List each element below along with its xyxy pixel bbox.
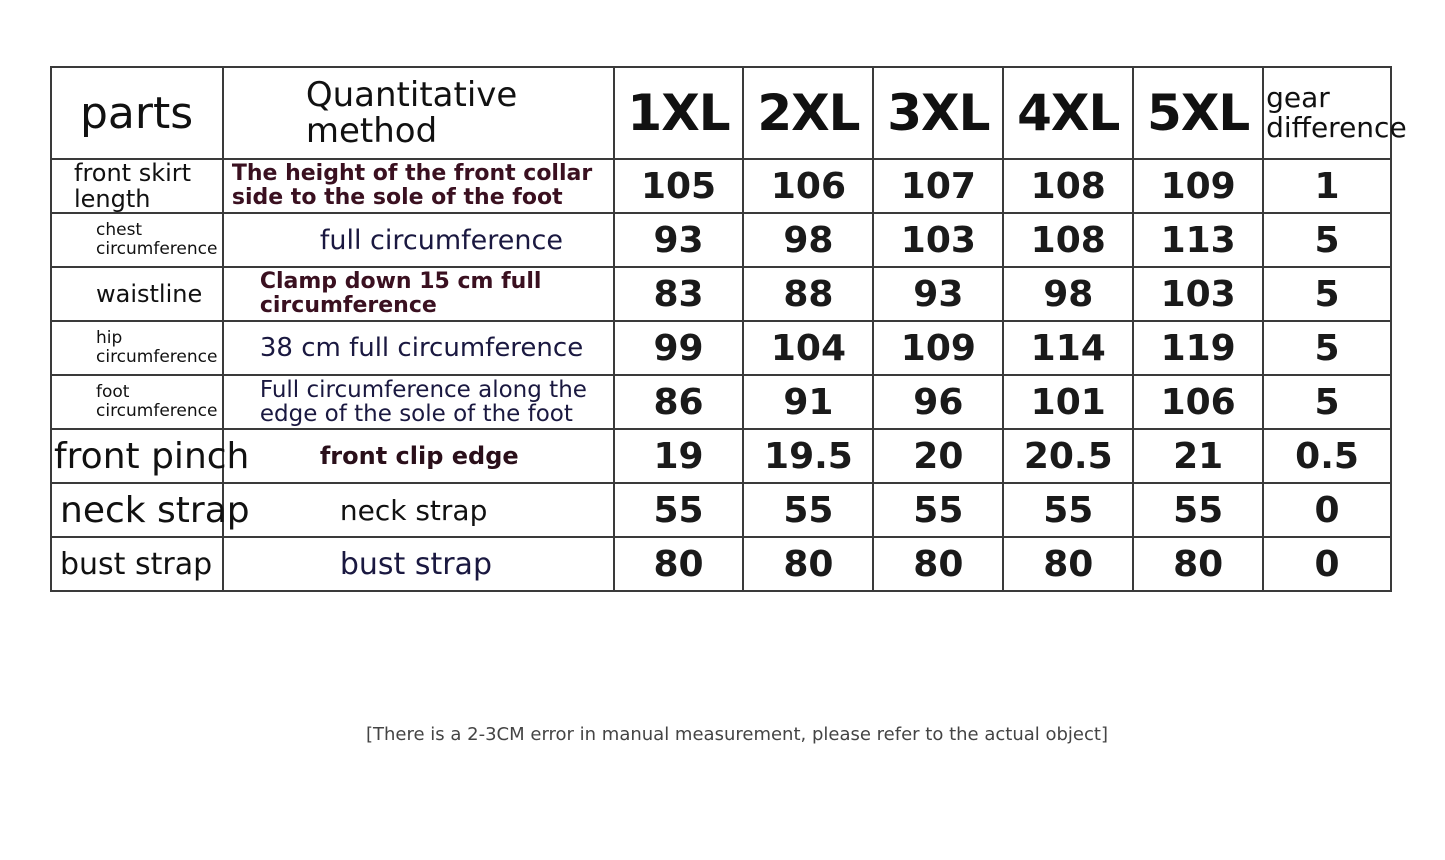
value-cell: 98 xyxy=(743,213,873,267)
table-row xyxy=(51,483,1391,537)
value-cell: 21 xyxy=(1133,429,1263,483)
value-cell: 80 xyxy=(743,537,873,591)
header-parts: parts xyxy=(51,67,223,159)
part-cell: neck strap xyxy=(51,483,223,537)
gear-cell: 0 xyxy=(1263,537,1391,591)
table-row xyxy=(51,429,1391,483)
part-cell: foot circumference xyxy=(51,375,223,429)
value-cell: 99 xyxy=(614,321,744,375)
header-row xyxy=(51,67,1391,159)
gear-cell: 1 xyxy=(1263,159,1391,213)
header-method: Quantitative method xyxy=(223,67,614,159)
value-cell: 55 xyxy=(1133,483,1263,537)
measurement-footnote: [There is a 2-3CM error in manual measurement, please refer to the actual object] xyxy=(366,724,1108,745)
value-cell: 108 xyxy=(1003,159,1133,213)
method-cell: full circumference xyxy=(223,213,614,267)
header-size-4xl: 4XL xyxy=(1003,67,1133,159)
value-cell: 109 xyxy=(873,321,1003,375)
value-cell: 101 xyxy=(1003,375,1133,429)
value-cell: 20.5 xyxy=(1003,429,1133,483)
value-cell: 106 xyxy=(1133,375,1263,429)
method-cell: Full circumference along the edge of the sole of the foot xyxy=(223,375,614,429)
value-cell: 55 xyxy=(743,483,873,537)
value-cell: 55 xyxy=(873,483,1003,537)
part-cell: waistline xyxy=(51,267,223,321)
value-cell: 107 xyxy=(873,159,1003,213)
method-cell: The height of the front collar side to the sole of the foot xyxy=(223,159,614,213)
value-cell: 109 xyxy=(1133,159,1263,213)
value-cell: 20 xyxy=(873,429,1003,483)
gear-cell: 5 xyxy=(1263,267,1391,321)
value-cell: 108 xyxy=(1003,213,1133,267)
value-cell: 113 xyxy=(1133,213,1263,267)
value-cell: 55 xyxy=(614,483,744,537)
value-cell: 119 xyxy=(1133,321,1263,375)
table-row xyxy=(51,375,1391,429)
value-cell: 106 xyxy=(743,159,873,213)
header-size-3xl: 3XL xyxy=(873,67,1003,159)
part-cell: front skirt length xyxy=(51,159,223,213)
part-cell: bust strap xyxy=(51,537,223,591)
table-row xyxy=(51,537,1391,591)
table-row xyxy=(51,267,1391,321)
value-cell: 83 xyxy=(614,267,744,321)
value-cell: 96 xyxy=(873,375,1003,429)
method-cell: 38 cm full circumference xyxy=(223,321,614,375)
gear-cell: 0.5 xyxy=(1263,429,1391,483)
gear-cell: 0 xyxy=(1263,483,1391,537)
value-cell: 80 xyxy=(1133,537,1263,591)
gear-cell: 5 xyxy=(1263,321,1391,375)
header-size-2xl: 2XL xyxy=(743,67,873,159)
value-cell: 93 xyxy=(873,267,1003,321)
part-cell: chest circumference xyxy=(51,213,223,267)
value-cell: 93 xyxy=(614,213,744,267)
value-cell: 103 xyxy=(1133,267,1263,321)
value-cell: 86 xyxy=(614,375,744,429)
size-chart-table xyxy=(50,66,1407,592)
value-cell: 88 xyxy=(743,267,873,321)
value-cell: 19 xyxy=(614,429,744,483)
method-cell: Clamp down 15 cm full circumference xyxy=(223,267,614,321)
method-cell: bust strap xyxy=(223,537,614,591)
part-cell: hip circumference xyxy=(51,321,223,375)
table-row xyxy=(51,159,1391,213)
value-cell: 80 xyxy=(1003,537,1133,591)
value-cell: 105 xyxy=(614,159,744,213)
value-cell: 55 xyxy=(1003,483,1133,537)
value-cell: 91 xyxy=(743,375,873,429)
value-cell: 80 xyxy=(614,537,744,591)
gear-cell: 5 xyxy=(1263,375,1391,429)
table-row xyxy=(51,213,1391,267)
value-cell: 103 xyxy=(873,213,1003,267)
value-cell: 104 xyxy=(743,321,873,375)
method-cell: front clip edge xyxy=(223,429,614,483)
value-cell: 80 xyxy=(873,537,1003,591)
header-size-1xl: 1XL xyxy=(614,67,744,159)
table-row xyxy=(51,321,1391,375)
gear-cell: 5 xyxy=(1263,213,1391,267)
header-gear-difference: gear difference xyxy=(1263,67,1391,159)
value-cell: 114 xyxy=(1003,321,1133,375)
value-cell: 98 xyxy=(1003,267,1133,321)
header-size-5xl: 5XL xyxy=(1133,67,1263,159)
part-cell: front pinch xyxy=(51,429,223,483)
value-cell: 19.5 xyxy=(743,429,873,483)
method-cell: neck strap xyxy=(223,483,614,537)
